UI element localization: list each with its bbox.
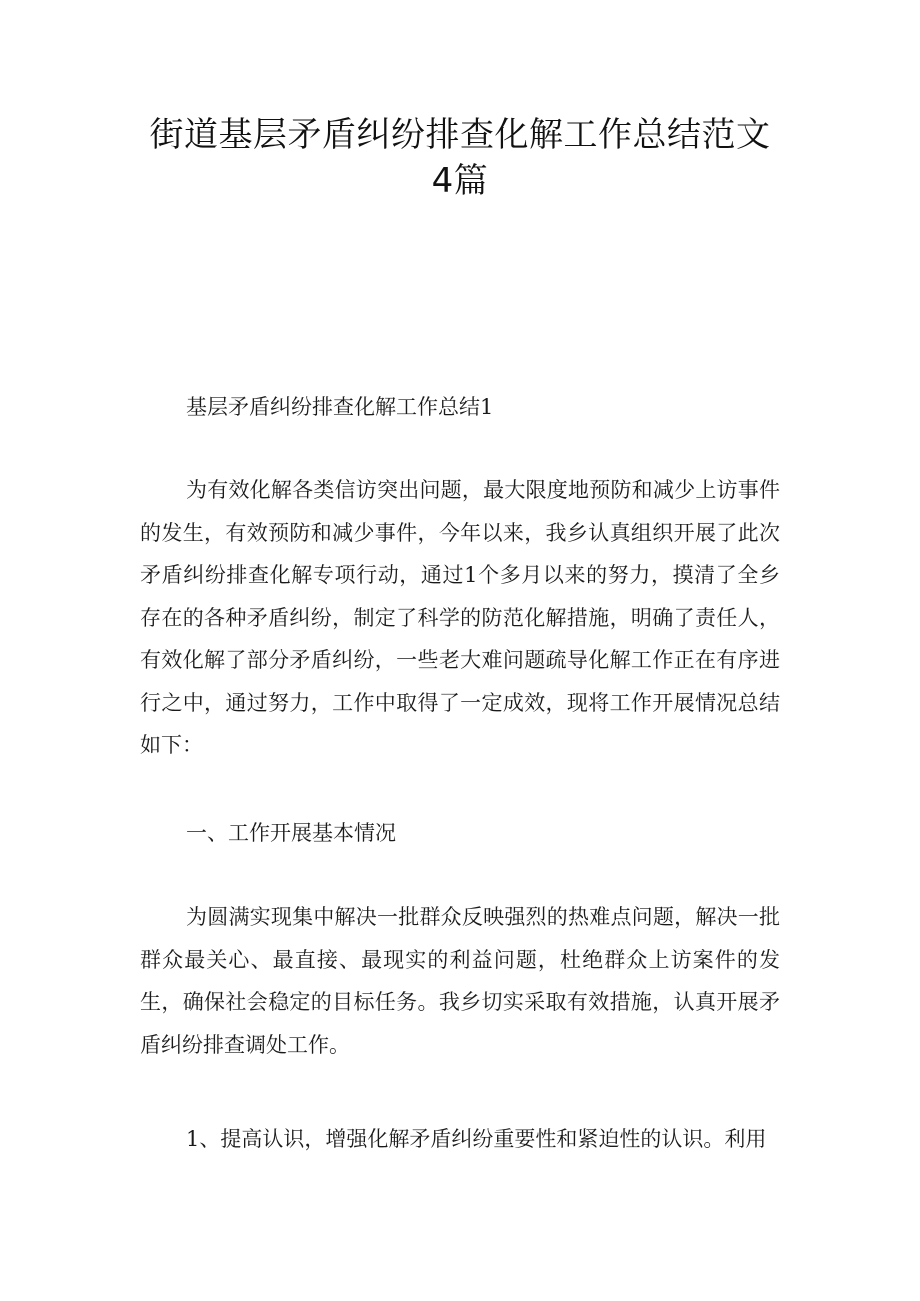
intro-paragraph: 为有效化解各类信访突出问题，最大限度地预防和减少上访事件的发生，有效预防和减少事件，今年以来，我乡认真组织开展了此次矛盾纠纷排查化解专项行动，通过1个多月以来的努力，摸清了全乡存在的各种矛盾纠纷，制定了科学的防范化解措施，明确了责任人，有效化解了部分矛盾纠纷，一些老大难问题疏导化解工作正在有序进行之中，通过努力，工作中取得了一定成效，现将工作开展情况总结如下： — [140, 478, 780, 757]
section-paragraph: 为圆满实现集中解决一批群众反映强烈的热难点问题，解决一批群众最关心、最直接、最现实的利益问题，杜绝群众上访案件的发生，确保社会稳定的目标任务。我乡切实采取有效措施，认真开展矛盾纠纷排查调处工作。 — [140, 905, 780, 1057]
summary-heading: 基层矛盾纠纷排查化解工作总结1 — [186, 395, 494, 419]
document-title: 街道基层矛盾纠纷排查化解工作总结范文4篇 — [149, 115, 771, 201]
item-paragraph: 1、提高认识，增强化解矛盾纠纷重要性和紧迫性的认识。利用 — [186, 1127, 767, 1151]
section-heading-basic-situation: 一、工作开展基本情况 — [186, 821, 396, 845]
